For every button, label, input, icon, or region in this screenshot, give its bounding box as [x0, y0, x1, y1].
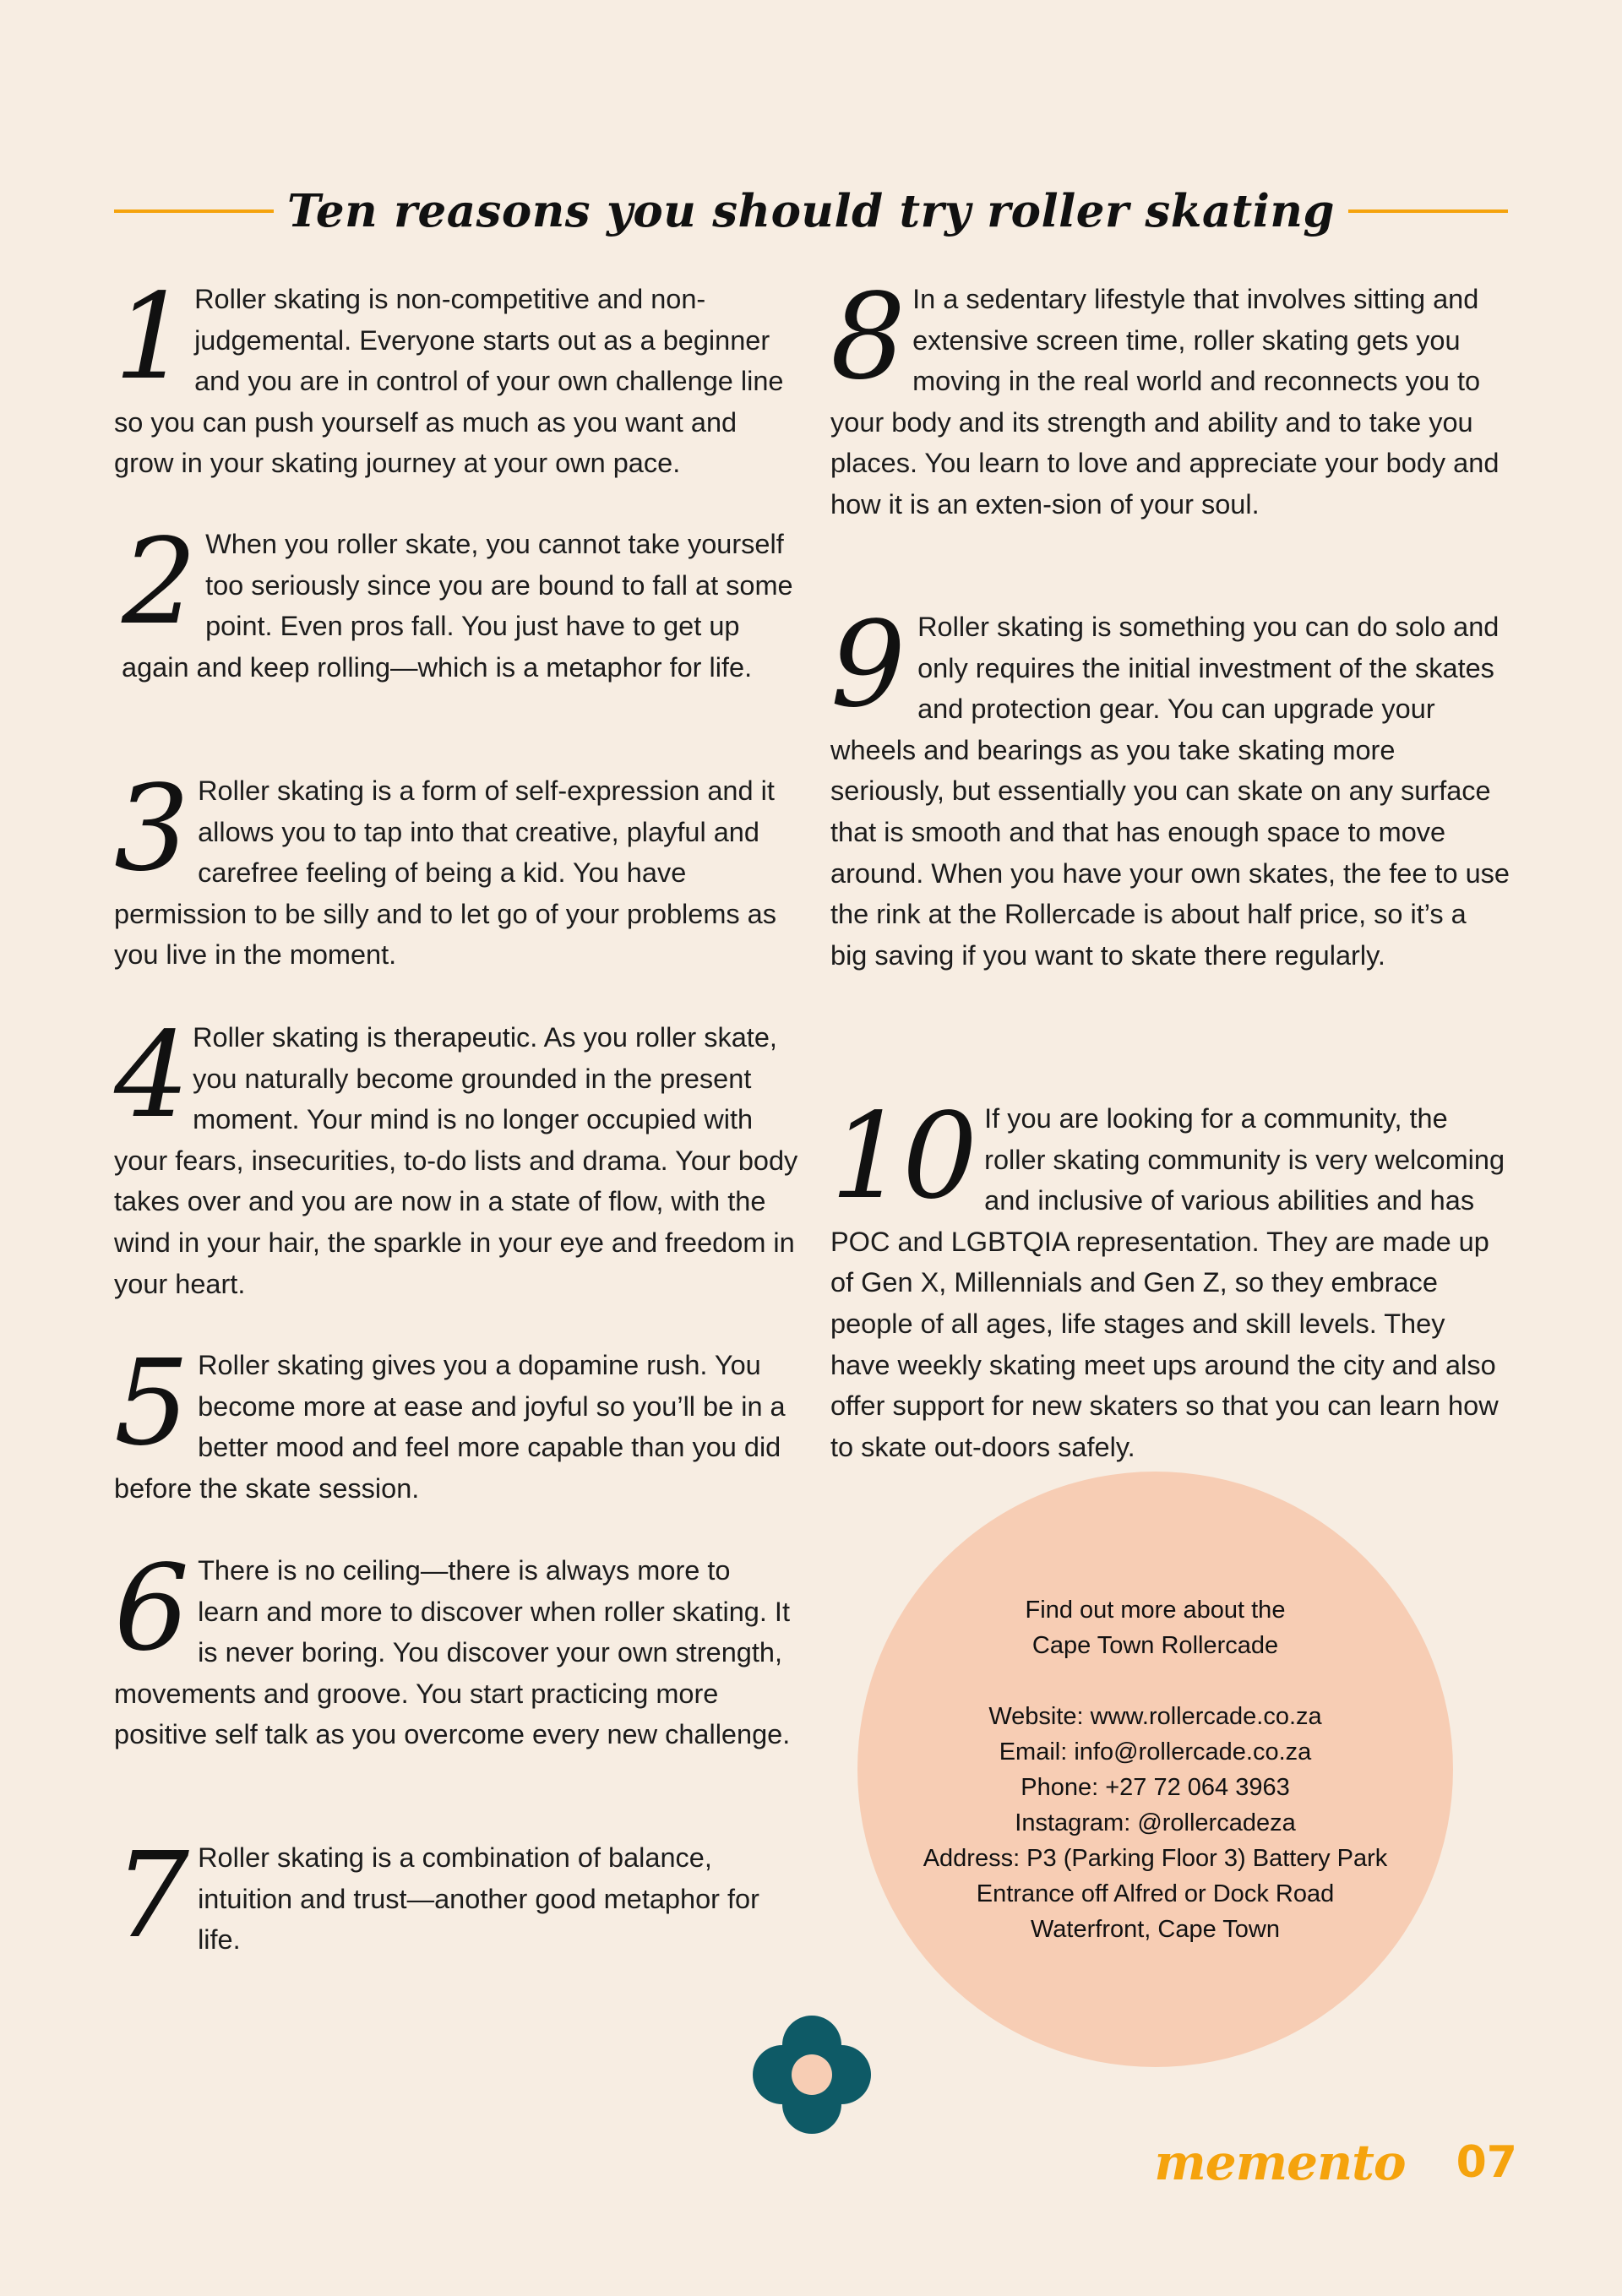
reason-number: 3	[114, 760, 187, 898]
reason-3	[114, 760, 798, 1017]
reason-number: 5	[114, 1335, 187, 1472]
reason-text: In a sedentary lifestyle that involves sitting and extensive screen time, roller skating gets you moving in the real world and reconnects you to your body and its strength and ability and to take you places. You learn to love and appreciate your body and how it is an exten-sion of your soul.	[830, 284, 1500, 520]
flower-icon	[752, 2015, 872, 2135]
reason-number: 1	[114, 269, 187, 406]
info-instagram: Instagram: @rollercadeza	[1015, 1809, 1296, 1836]
reason-text: Roller skating is therapeutic. As you roller skate, you naturally become grounded in the present moment. Your mind is no longer occupied with your fears, insecurities, to-do lists and drama. Your body takes over and you are now in a state of flow, with the wind in your hair, the sparkle in your eye and freedom in your heart.	[114, 1022, 798, 1299]
reason-9	[830, 596, 1510, 1098]
info-email: Email: info@rollercade.co.za	[999, 1738, 1312, 1766]
title-rule-right	[1348, 209, 1508, 213]
reason-number: 2	[122, 514, 194, 651]
reason-2	[114, 514, 798, 770]
reason-1	[114, 269, 798, 524]
reason-7	[114, 1827, 798, 1965]
info-heading-line2: Cape Town Rollercade	[1031, 1631, 1279, 1659]
reason-number: 9	[830, 596, 903, 734]
info-phone: Phone: +27 72 064 3963	[1021, 1773, 1290, 1801]
right-column	[830, 269, 1510, 1470]
reason-text: Roller skating is a form of self-expression and it allows you to tap into that creative, playful and carefree feeling of being a kid. You have permission to be silly and to let go of your problems as you live in the moment.	[114, 775, 776, 971]
reason-number: 6	[114, 1540, 187, 1678]
reason-10	[830, 1088, 1510, 1470]
left-column	[114, 269, 798, 1965]
info-address-line2: Entrance off Alfred or Dock Road	[976, 1880, 1335, 1907]
info-website: Website: www.rollercade.co.za	[988, 1702, 1322, 1730]
reason-4	[114, 1007, 798, 1345]
reason-8	[830, 269, 1510, 607]
reason-text: Roller skating is non-competitive and non-judgemental. Everyone starts out as a beginner and you are in control of your own challenge line so you can push yourself as much as you want and grow in your skating journey at your own pace.	[114, 284, 784, 479]
reason-number: 10	[830, 1088, 975, 1226]
reason-text: Roller skating is a combination of balance, intuition and trust—another good metaphor for life.	[198, 1842, 759, 1956]
reason-text: When you roller skate, you cannot take yourself too seriously since you are bound to fall at some point. Even pros fall. You just have to get up again and keep rolling—which is a metaphor for life.	[122, 529, 793, 683]
contact-info-circle	[857, 1472, 1453, 2067]
title-row	[114, 177, 1508, 245]
reason-number: 8	[830, 269, 903, 406]
info-address-line1: Address: P3 (Parking Floor 3) Battery Park	[923, 1844, 1388, 1872]
page-title: Ten reasons you should try roller skating	[287, 185, 1335, 237]
info-address-line3: Waterfront, Cape Town	[1031, 1915, 1280, 1943]
reason-number: 4	[114, 1007, 187, 1145]
brand-logo: memento	[1154, 2134, 1406, 2191]
reason-text: If you are looking for a community, the roller skating community is very welcoming and inclusive of various abilities and has POC and LGBTQIA representation. They are made up of Gen X, Millennials and Gen Z, so they embrace people of all ages, life stages and skill levels. They have weekly skating meet ups around the city and also offer support for new skaters so that you can learn how to skate out-doors safely.	[830, 1103, 1505, 1462]
reason-text: Roller skating is something you can do solo and only requires the initial investment of the skates and protection gear. You can upgrade your wheels and bearings as you take skating more seriously, but essentially you can skate on any surface that is smooth and that has enough space to move around. When you have your own skates, the fee to use the rink at the Rollercade is about half price, so it’s a big saving if you want to skate there regularly.	[830, 612, 1510, 971]
page-footer	[1095, 2129, 1517, 2196]
reason-6	[114, 1540, 798, 1837]
reason-5	[114, 1335, 798, 1550]
reason-number: 7	[114, 1827, 187, 1965]
reason-text: Roller skating gives you a dopamine rush. You become more at ease and joyful so you’ll be in a better mood and feel more capable than you did before the skate session.	[114, 1350, 786, 1504]
reason-text: There is no ceiling—there is always more to learn and more to discover when roller skating. It is never boring. You discover your own strength, movements and groove. You start practicing more positive self talk as you overcome every new challenge.	[114, 1555, 791, 1750]
title-rule-left	[114, 209, 274, 213]
info-heading-line1: Find out more about the	[1025, 1596, 1286, 1624]
page-number: 07	[1456, 2137, 1517, 2188]
